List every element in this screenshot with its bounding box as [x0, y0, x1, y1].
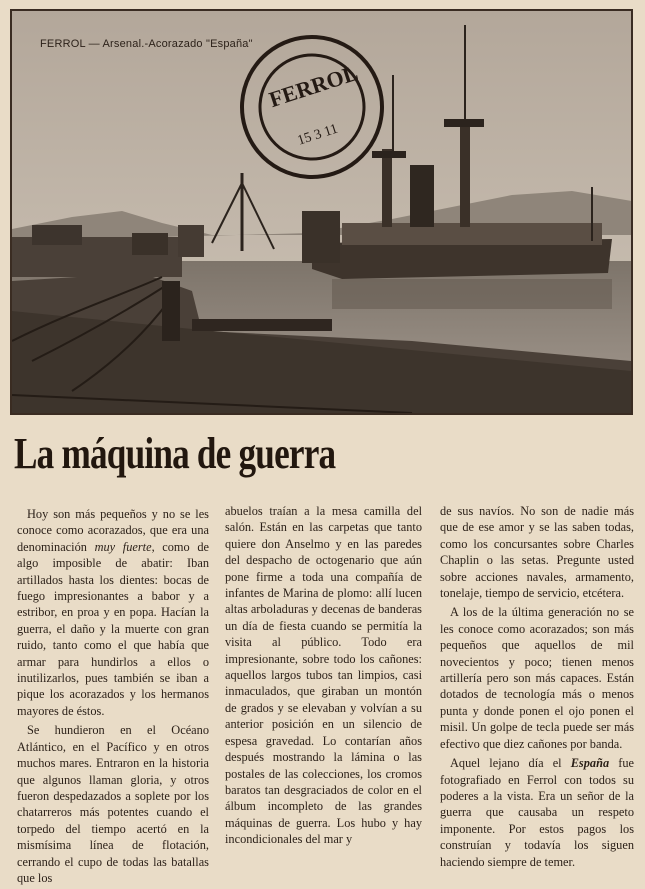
paragraph: abuelos traían a la mesa camilla del salón. Están en las carpetas que tanto quiere don Anselmo y en las paredes del despacho de octogenario que aún pone firme a toda una compañía de infantes de Marina de plomo: allí lucen altas arboladuras y decenas de banderas un día de fiesta cuando se permitía la visita al público. Todo era impresionante, sobre todo los cañones: aquellos largos tubos tan limpios, casi inmaculados, que giraban un montón de grados y se elevaban y volvían a su anterior posición en un silencio de espesa gravedad. Lo contarían años después mostrando la lámina o las postales de las colecciones, los cromos baratos tan desgraciados de color en el álbum incompleto de las grandes máquinas de guerra. Los hubo y hay incondicionales del mar y: [225, 504, 422, 847]
paragraph: Hoy son más pequeños y no se les conoce como acorazados, que era una denominación muy fuerte, como de algo imposible de abatir: Iban artillados hasta los dientes: bocas de fuego impresionantes a babor y a estribor, en proa y en popa. Hacían la guerra, el daño y la muerte con gran ruido, tanto como el que había que armar para hundirlos a ellos o inutilizarlos, pues también se iban a pique los acorazados y los hermanos mayores de éstos.: [17, 507, 209, 718]
paragraph: Se hundieron en el Océano Atlántico, en el Pacífico y en otros muchos mares. Entraron en la historia que algunos llaman gloria, y otros fueron despedazados a soplete por los chatarreros más potentes cuando el torpedo del tiempo acertó en la mismísima línea de flotación, cerrando el cupo de todas las batallas que los: [17, 723, 209, 885]
postmark-date: 15 3 11: [295, 121, 340, 149]
article-headline: La máquina de guerra: [14, 429, 336, 478]
historic-photo: [10, 9, 633, 415]
article-column-2: [225, 503, 422, 848]
paragraph: A los de la última generación no se les conoce como acorazados; son más pequeños que aquellos de mil novecientos y poco; tienen menos artillería pero son más capaces. Están dotados de tecnología más o menos punta y donde ponen el ojo ponen el misil. Un golpe de tecla puede ser más efectivo que diez cañones por banda.: [440, 605, 634, 751]
postmark-text: FERROL: [265, 59, 361, 113]
battleship-photo-illustration: [12, 11, 631, 413]
paragraph: Aquel lejano día el España fue fotografiado en Ferrol con todos su poderes a la vista. Era un señor de la guerra que causaba un respeto imponente. Por estos pagos los construían y todavía los siguen haciendo siempre de temer.: [440, 756, 634, 869]
photo-caption: FERROL — Arsenal.-Acorazado "España": [40, 38, 253, 50]
article-column-3: [440, 503, 634, 870]
paragraph: de sus navíos. No son de nadie más que de ese amor y se las saben todas, como los concursantes sobre Charles Chaplin o las setas. Pregunte usted sobre acciones navales, armamento, tonelaje, tiempo de servicio, etcétera.: [440, 504, 634, 601]
article-column-1: [17, 503, 209, 886]
